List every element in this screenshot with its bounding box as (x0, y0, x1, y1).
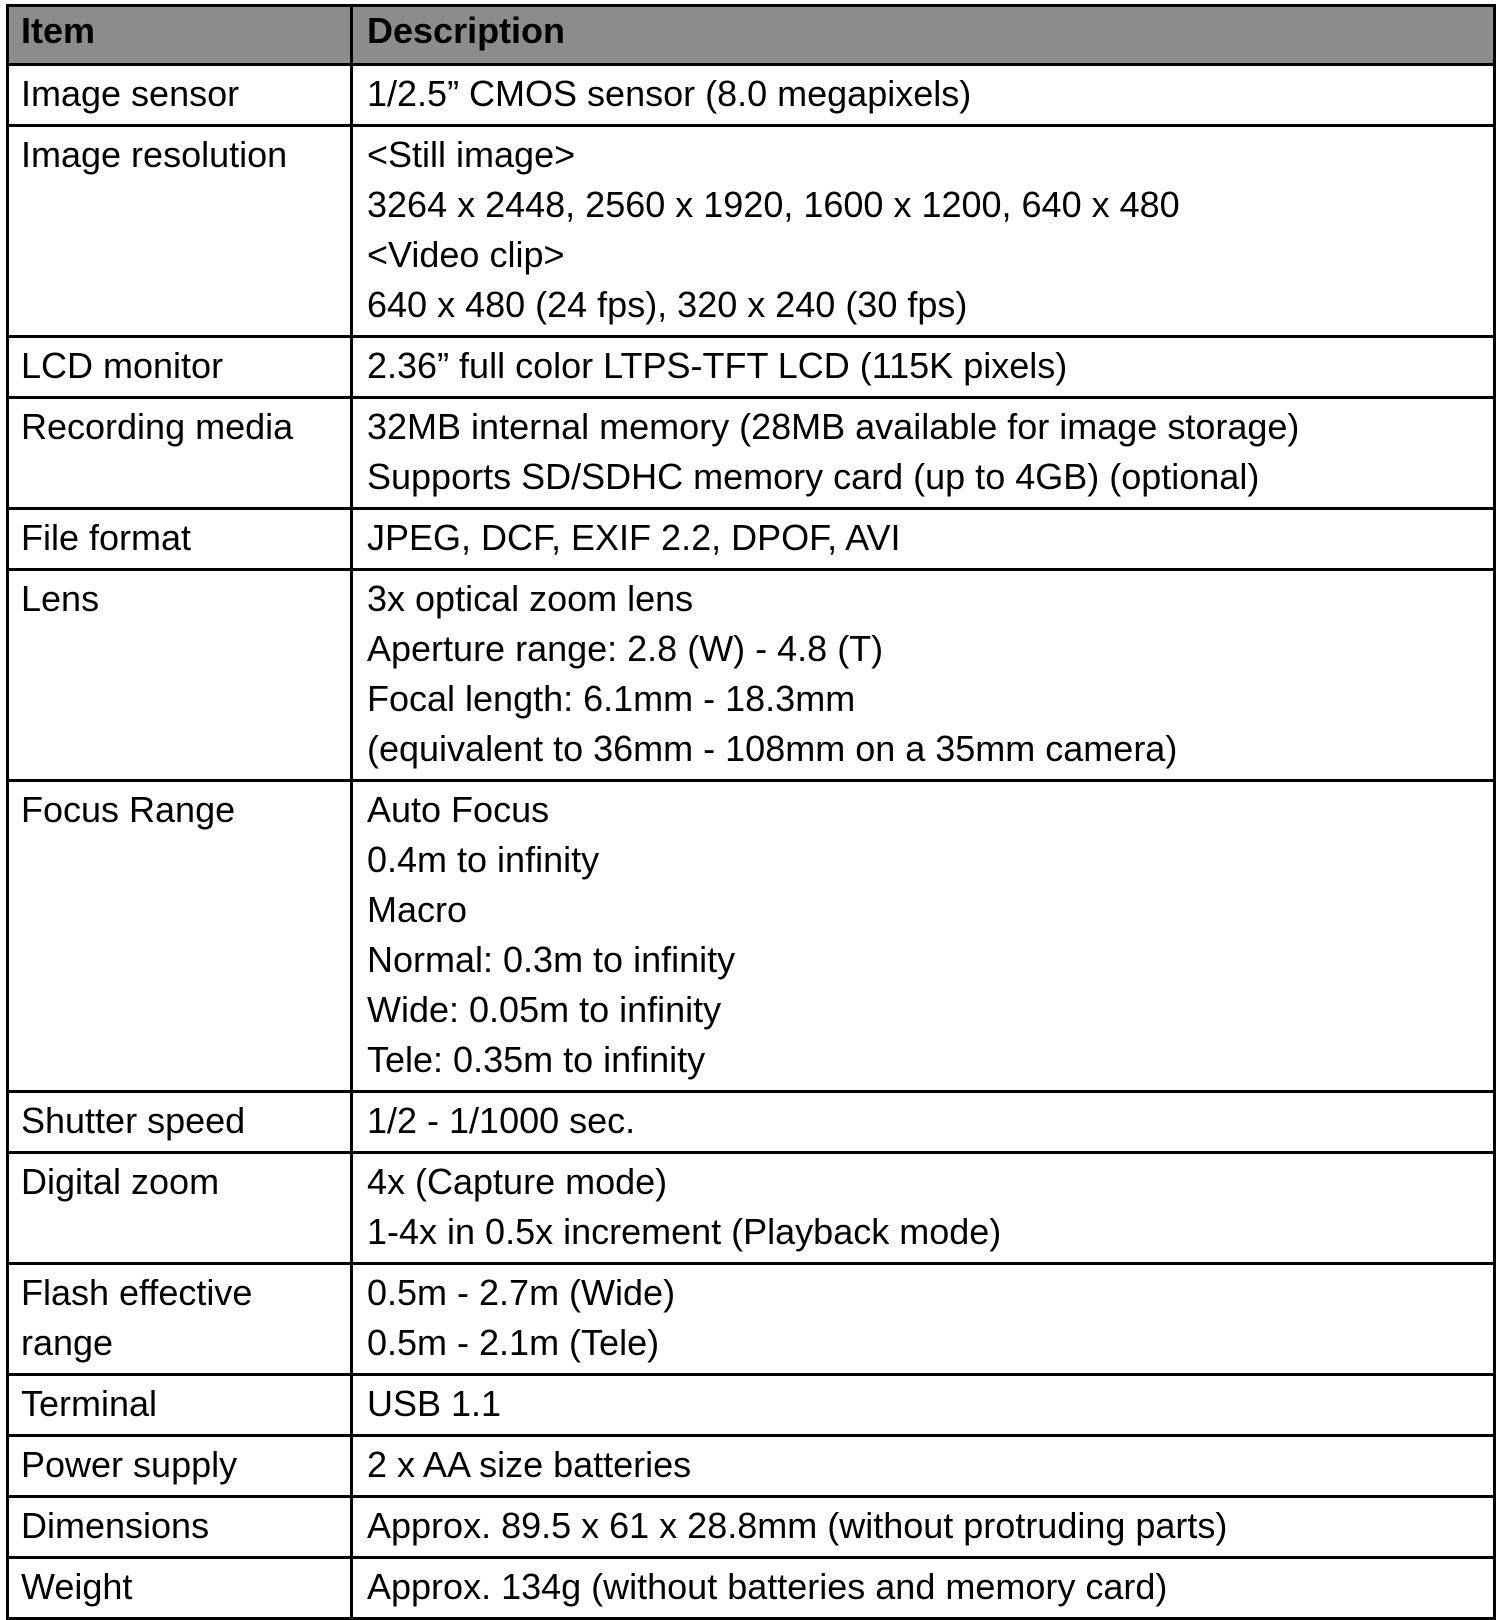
description-line: 3264 x 2448, 2560 x 1920, 1600 x 1200, 640 x 480 (367, 184, 1180, 225)
description-line: 2.36” full color LTPS-TFT LCD (115K pixels) (367, 345, 1068, 386)
description-cell (352, 509, 1495, 570)
description-line: 32MB internal memory (28MB available for image storage) (367, 406, 1300, 447)
description-cell (352, 398, 1495, 509)
table-row (8, 781, 1495, 1092)
description-line: 1/2 - 1/1000 sec. (367, 1100, 636, 1141)
description-line: <Video clip> (367, 234, 565, 275)
description-cell (352, 1092, 1495, 1153)
description-line: 1-4x in 0.5x increment (Playback mode) (367, 1211, 1002, 1252)
table-row (8, 1092, 1495, 1153)
description-cell (352, 570, 1495, 781)
table-row (8, 126, 1495, 337)
table-row (8, 1375, 1495, 1436)
table-header-row (8, 6, 1495, 65)
description-line: Auto Focus (367, 789, 550, 830)
description-line: Aperture range: 2.8 (W) - 4.8 (T) (367, 628, 884, 669)
table-row (8, 1436, 1495, 1497)
description-line: Macro (367, 889, 468, 930)
description-cell (352, 1558, 1495, 1619)
description-cell (352, 1375, 1495, 1436)
description-line: Approx. 134g (without batteries and memory card) (367, 1566, 1168, 1607)
table-row (8, 1497, 1495, 1558)
item-cell: LCD monitor (8, 337, 352, 398)
item-cell: Lens (8, 570, 352, 781)
description-line: Tele: 0.35m to infinity (367, 1039, 706, 1080)
description-cell (352, 65, 1495, 126)
item-cell: Terminal (8, 1375, 352, 1436)
item-cell: Recording media (8, 398, 352, 509)
description-line: JPEG, DCF, EXIF 2.2, DPOF, AVI (367, 517, 901, 558)
description-line: 0.5m - 2.1m (Tele) (367, 1322, 660, 1363)
description-line: 4x (Capture mode) (367, 1161, 668, 1202)
column-header-description: Description (352, 6, 1495, 65)
item-cell: Image sensor (8, 65, 352, 126)
description-line: Normal: 0.3m to infinity (367, 939, 736, 980)
description-cell (352, 781, 1495, 1092)
description-line: (equivalent to 36mm - 108mm on a 35mm camera) (367, 728, 1178, 769)
description-line: 3x optical zoom lens (367, 578, 694, 619)
description-cell (352, 1497, 1495, 1558)
description-line: Supports SD/SDHC memory card (up to 4GB) (optional) (367, 456, 1260, 497)
table-row (8, 570, 1495, 781)
item-cell: Shutter speed (8, 1092, 352, 1153)
description-cell (352, 126, 1495, 337)
description-line: 0.4m to infinity (367, 839, 600, 880)
item-cell: Focus Range (8, 781, 352, 1092)
table-row (8, 1153, 1495, 1264)
item-cell: Digital zoom (8, 1153, 352, 1264)
description-line: <Still image> (367, 134, 576, 175)
description-cell (352, 1153, 1495, 1264)
item-cell: Image resolution (8, 126, 352, 337)
description-line: Approx. 89.5 x 61 x 28.8mm (without protruding parts) (367, 1505, 1228, 1546)
item-cell: Power supply (8, 1436, 352, 1497)
item-cell: Weight (8, 1558, 352, 1619)
description-cell (352, 1264, 1495, 1375)
item-cell: Dimensions (8, 1497, 352, 1558)
description-line: 640 x 480 (24 fps), 320 x 240 (30 fps) (367, 284, 968, 325)
description-cell (352, 1436, 1495, 1497)
description-line: USB 1.1 (367, 1383, 502, 1424)
description-line: Focal length: 6.1mm - 18.3mm (367, 678, 856, 719)
table-row (8, 65, 1495, 126)
item-cell: File format (8, 509, 352, 570)
column-header-item: Item (8, 6, 352, 65)
description-line: Wide: 0.05m to infinity (367, 989, 722, 1030)
description-line: 0.5m - 2.7m (Wide) (367, 1272, 676, 1313)
table-body (8, 65, 1495, 1619)
description-line: 2 x AA size batteries (367, 1444, 692, 1485)
item-cell: Flash effective range (8, 1264, 352, 1375)
table-row (8, 509, 1495, 570)
table-row (8, 398, 1495, 509)
table-row (8, 337, 1495, 398)
specifications-table (6, 4, 1496, 1620)
table-row (8, 1558, 1495, 1619)
description-cell (352, 337, 1495, 398)
description-line: 1/2.5” CMOS sensor (8.0 megapixels) (367, 73, 972, 114)
table-row (8, 1264, 1495, 1375)
